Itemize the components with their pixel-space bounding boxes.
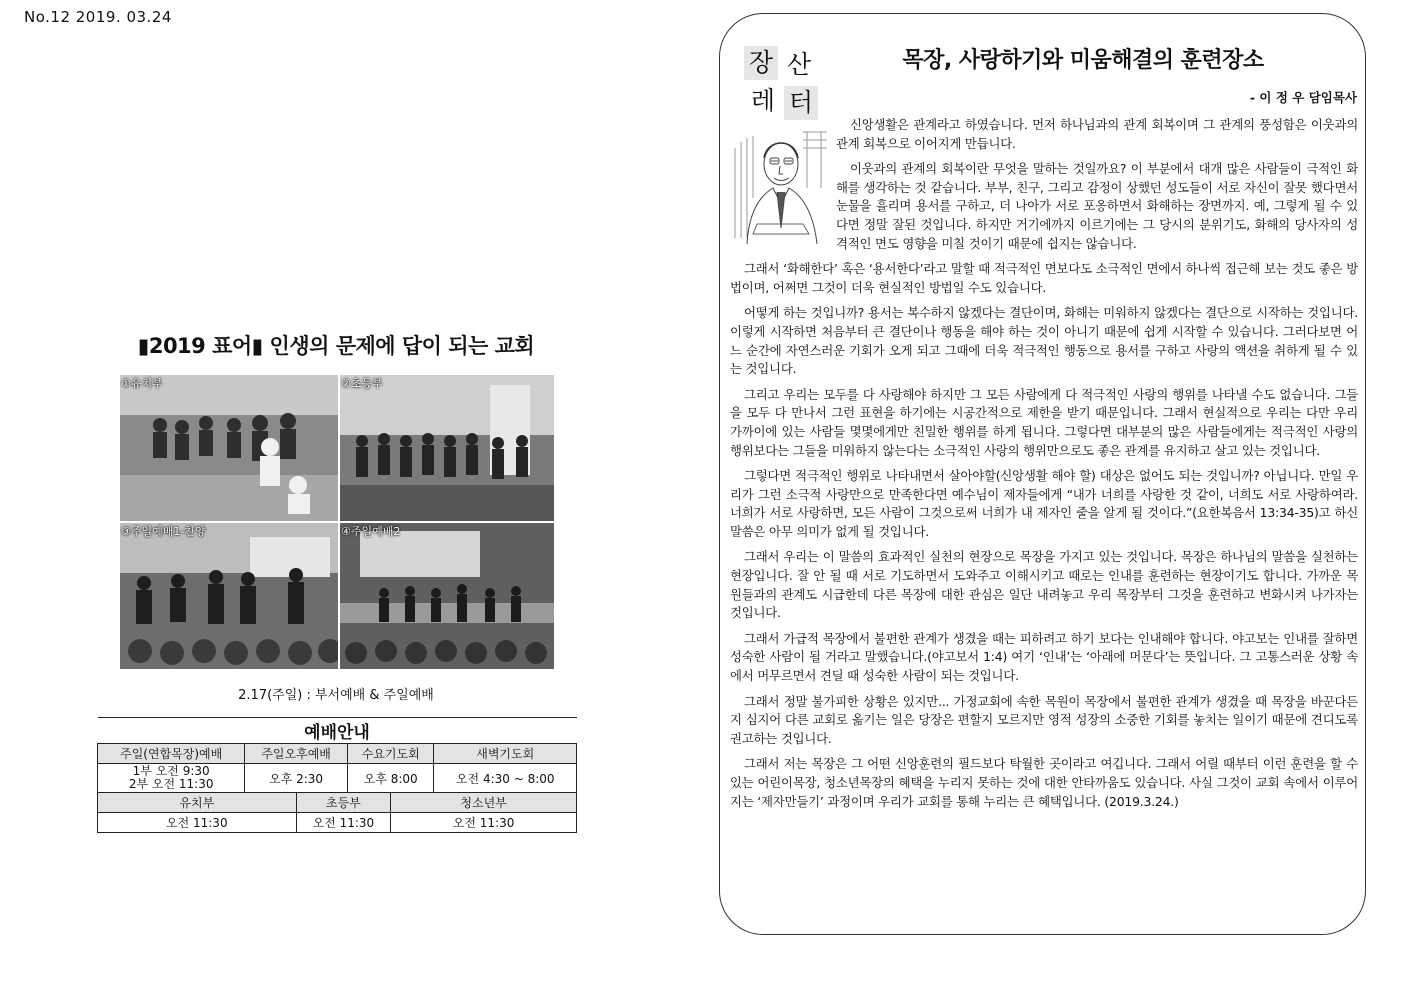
photo-date-caption: 2.17(주일) : 부서예배 & 주일예배 bbox=[238, 688, 434, 703]
header-elementary: 초등부 bbox=[296, 793, 391, 813]
header-kindergarten: 유치부 bbox=[98, 793, 297, 813]
sunday-afternoon-time: 오후 2:30 bbox=[245, 764, 348, 793]
paragraph-6: 그렇다면 적극적인 행위로 나타내면서 살아야할(신앙생활 해야 할) 대상은 없어도 되는 것입니까? 아닙니다. 만일 우리가 그런 소극적 사랑만으로 만족한다면 예수님이 제자들에게 “내가 너희를 사랑한 것 같이, 너희도 서로 사랑하여라. 너희가 서로 사랑하면, 모든 사람이 그것으로써 너희가 내 제자인 줄을 알게 될 것이다.”(요한복음서 13:34-35)고 하신 말씀은 아무 의미가 없게 될 것입니다. bbox=[730, 468, 1358, 539]
paragraph-5: 그리고 우리는 모두를 다 사랑해야 하지만 그 모든 사람에게 다 적극적인 사랑의 행위를 나타낼 수도 없습니다. 그들을 모두 다 만나서 그런 표현을 하기에는 시공간적으로 제한을 받기 때문입니다. 그래서 현실적으로 우리는 다만 우리 가까이에 있는 사람들 몇몇에게만 친밀한 행위를 하게 됩니다. 그렇다면 대부분의 많은 사람들에게는 적극적인 사랑의 행위보다는 그들을 미워하지 않는다는 소극적인 사랑의 행위만으로도 좋은 관계를 유지하고 살고 있는 것입니다. bbox=[730, 386, 1358, 458]
photo-caption-elementary: ②초등부 bbox=[341, 377, 383, 390]
header-sunday-afternoon: 주일오후예배 bbox=[245, 744, 348, 764]
photo-caption-kindergarten: ①유치부 bbox=[121, 377, 163, 390]
photo-kindergarten bbox=[120, 375, 338, 521]
paragraph-4: 어떻게 하는 것입니까? 용서는 복수하지 않겠다는 결단이며, 화해는 미워하지 않겠다는 결단으로 시작하는 것입니다. 이렇게 시작하면 처음부터 큰 결단이나 행동을 해야 하는 것이 아니기 때문에 쉽게 시작할 수 있습니다. 그러다보면 어느 순간에 자연스러운 기회가 오게 되고 그때에 더욱 적극적인 행동으로 용서를 구하고 사랑의 액션을 취하게 될 수 있는 것입니다. bbox=[730, 305, 1358, 377]
photo-worship-praise-image bbox=[120, 523, 338, 669]
paragraph-3: 그래서 ‘화해한다’ 혹은 ‘용서한다’라고 말할 때 적극적인 면보다도 소극적인 면에서 하나씩 접근해 보는 것도 좋은 방법이며, 어쩌면 그것이 더욱 현실적인 방법일 수도 있습니다. bbox=[730, 261, 1358, 295]
youth-time: 오전 11:30 bbox=[391, 813, 577, 833]
photo-worship-2 bbox=[340, 523, 554, 669]
dawn-prayer-time: 오전 4:30 ~ 8:00 bbox=[434, 764, 577, 793]
worship-header-row bbox=[98, 744, 577, 764]
photo-elementary-image bbox=[340, 375, 554, 521]
header-dawn-prayer: 새벽기도회 bbox=[434, 744, 577, 764]
column-badge bbox=[744, 46, 820, 122]
letter-title: 목장, 사랑하기와 미움해결의 훈련장소 bbox=[902, 48, 1264, 73]
paragraph-2: 이웃과의 관계의 회복이란 무엇을 말하는 것일까요? 이 부분에서 대개 많은 사람들이 극적인 화해를 생각하는 것 같습니다. 부부, 친구, 그리고 감정이 상했던 성도들이 서로 자신이 잘못 했다면서 눈물을 흘리며 용서를 구하고, 더 나아가 서로 포옹하면서 화해하는 장면까지. 예, 그렇게 될 수 있다면 정말 잘된 것입니다. 하지만 거기에까지 이르기에는 그 당시의 분위기도, 화해의 당사자의 성격적인 면도 영향을 미칠 것이기 때문에 쉽지는 않습니다. bbox=[836, 161, 1358, 251]
worship-schedule-title: 예배안내 bbox=[98, 718, 577, 744]
photo-grid bbox=[120, 375, 554, 669]
photo-elementary bbox=[340, 375, 554, 521]
sunday-second-service: 2부 오전 11:30 bbox=[128, 777, 214, 791]
header-sunday-service: 주일(연합목장)예배 bbox=[98, 744, 245, 764]
header-wednesday-prayer: 수요기도회 bbox=[347, 744, 434, 764]
badge-char-4: 터 bbox=[784, 86, 818, 120]
photo-caption-worship-2: ④주일예배2 bbox=[341, 525, 401, 538]
elementary-time: 오전 11:30 bbox=[296, 813, 391, 833]
sunday-service-times bbox=[98, 764, 245, 793]
photo-kindergarten-image bbox=[120, 375, 338, 521]
wednesday-prayer-time: 오후 8:00 bbox=[347, 764, 434, 793]
worship-schedule-table bbox=[97, 717, 577, 833]
dept-time-row bbox=[98, 813, 577, 833]
letter-author: - 이 정 우 담임목사 bbox=[1249, 90, 1357, 105]
badge-char-3: 레 bbox=[746, 84, 780, 118]
paragraph-1: 신앙생활은 관계라고 하였습니다. 먼저 하나님과의 관계 회복이며 그 관계의 풍성함은 이웃과의 관계 회복으로 이어지게 만듭니다. bbox=[836, 117, 1358, 151]
paragraph-7: 그래서 우리는 이 말씀의 효과적인 실천의 현장으로 목장을 가지고 있는 것입니다. 목장은 하나님의 말씀을 실천하는 현장입니다. 잘 안 될 때 서로 기도하면서 도와주고 이해시키고 때로는 인내를 훈련하는 현장이기도 합니다. 가까운 목원들과의 관계도 시급한데 다른 목장에 대한 관심은 일단 내려놓고 우리 목장부터 그것을 훈련하고 변화시켜 나가자는 것입니다. bbox=[730, 549, 1358, 621]
header-youth: 청소년부 bbox=[391, 793, 577, 813]
badge-char-1: 장 bbox=[744, 46, 778, 80]
sunday-first-service: 1부 오전 9:30 bbox=[132, 764, 210, 778]
photo-caption-worship-praise: ③주일예배1-찬양 bbox=[121, 525, 206, 538]
worship-time-row bbox=[98, 764, 577, 793]
photo-worship-praise bbox=[120, 523, 338, 669]
badge-char-2: 산 bbox=[782, 48, 816, 82]
kindergarten-time: 오전 11:30 bbox=[98, 813, 297, 833]
dept-header-row bbox=[98, 793, 577, 813]
issue-date: No.12 2019. 03.24 bbox=[24, 8, 172, 26]
motto-heading: ▮2019 표어▮ 인생의 문제에 답이 되는 교회 bbox=[137, 334, 535, 358]
paragraph-9: 그래서 정말 불가피한 상황은 있지만... 가정교회에 속한 목원이 목장에서 불편한 관계가 생겼을 때 목장을 바꾼다든지 심지어 다른 교회로 옮기는 일은 당장은 편할지 모르지만 영적 성장의 소중한 기회를 놓치는 일이기 때문에 견디도록 권고하는 것입니다. bbox=[730, 693, 1358, 746]
paragraph-10: 그래서 저는 목장은 그 어떤 신앙훈련의 필드보다 탁월한 곳이라고 여깁니다. 그래서 어릴 때부터 이런 훈련을 할 수 있는 어린이목장, 청소년목장의 혜택을 누리지 못하는 것에 대한 안타까움도 있습니다. 사실 그것이 교회 속에서 이루어지는 ‘제자만들기’ 과정이며 우리가 교회를 통해 누리는 큰 혜택입니다. (2019.3.24.) bbox=[730, 756, 1358, 809]
paragraph-8: 그래서 가급적 목장에서 불편한 관계가 생겼을 때는 피하려고 하기 보다는 인내해야 합니다. 야고보는 인내를 잘하면 성숙한 사람이 될 거라고 말했습니다.(야고보서 1:4) 여기 ‘인내’는 ‘아래에 머문다’는 뜻입니다. 그 고통스러운 상황 속에서 머무르면서 견딜 때 성숙한 사람이 되는 것입니다. bbox=[730, 630, 1358, 684]
pastor-portrait-sketch bbox=[733, 128, 829, 244]
photo-worship-2-image bbox=[340, 523, 554, 669]
